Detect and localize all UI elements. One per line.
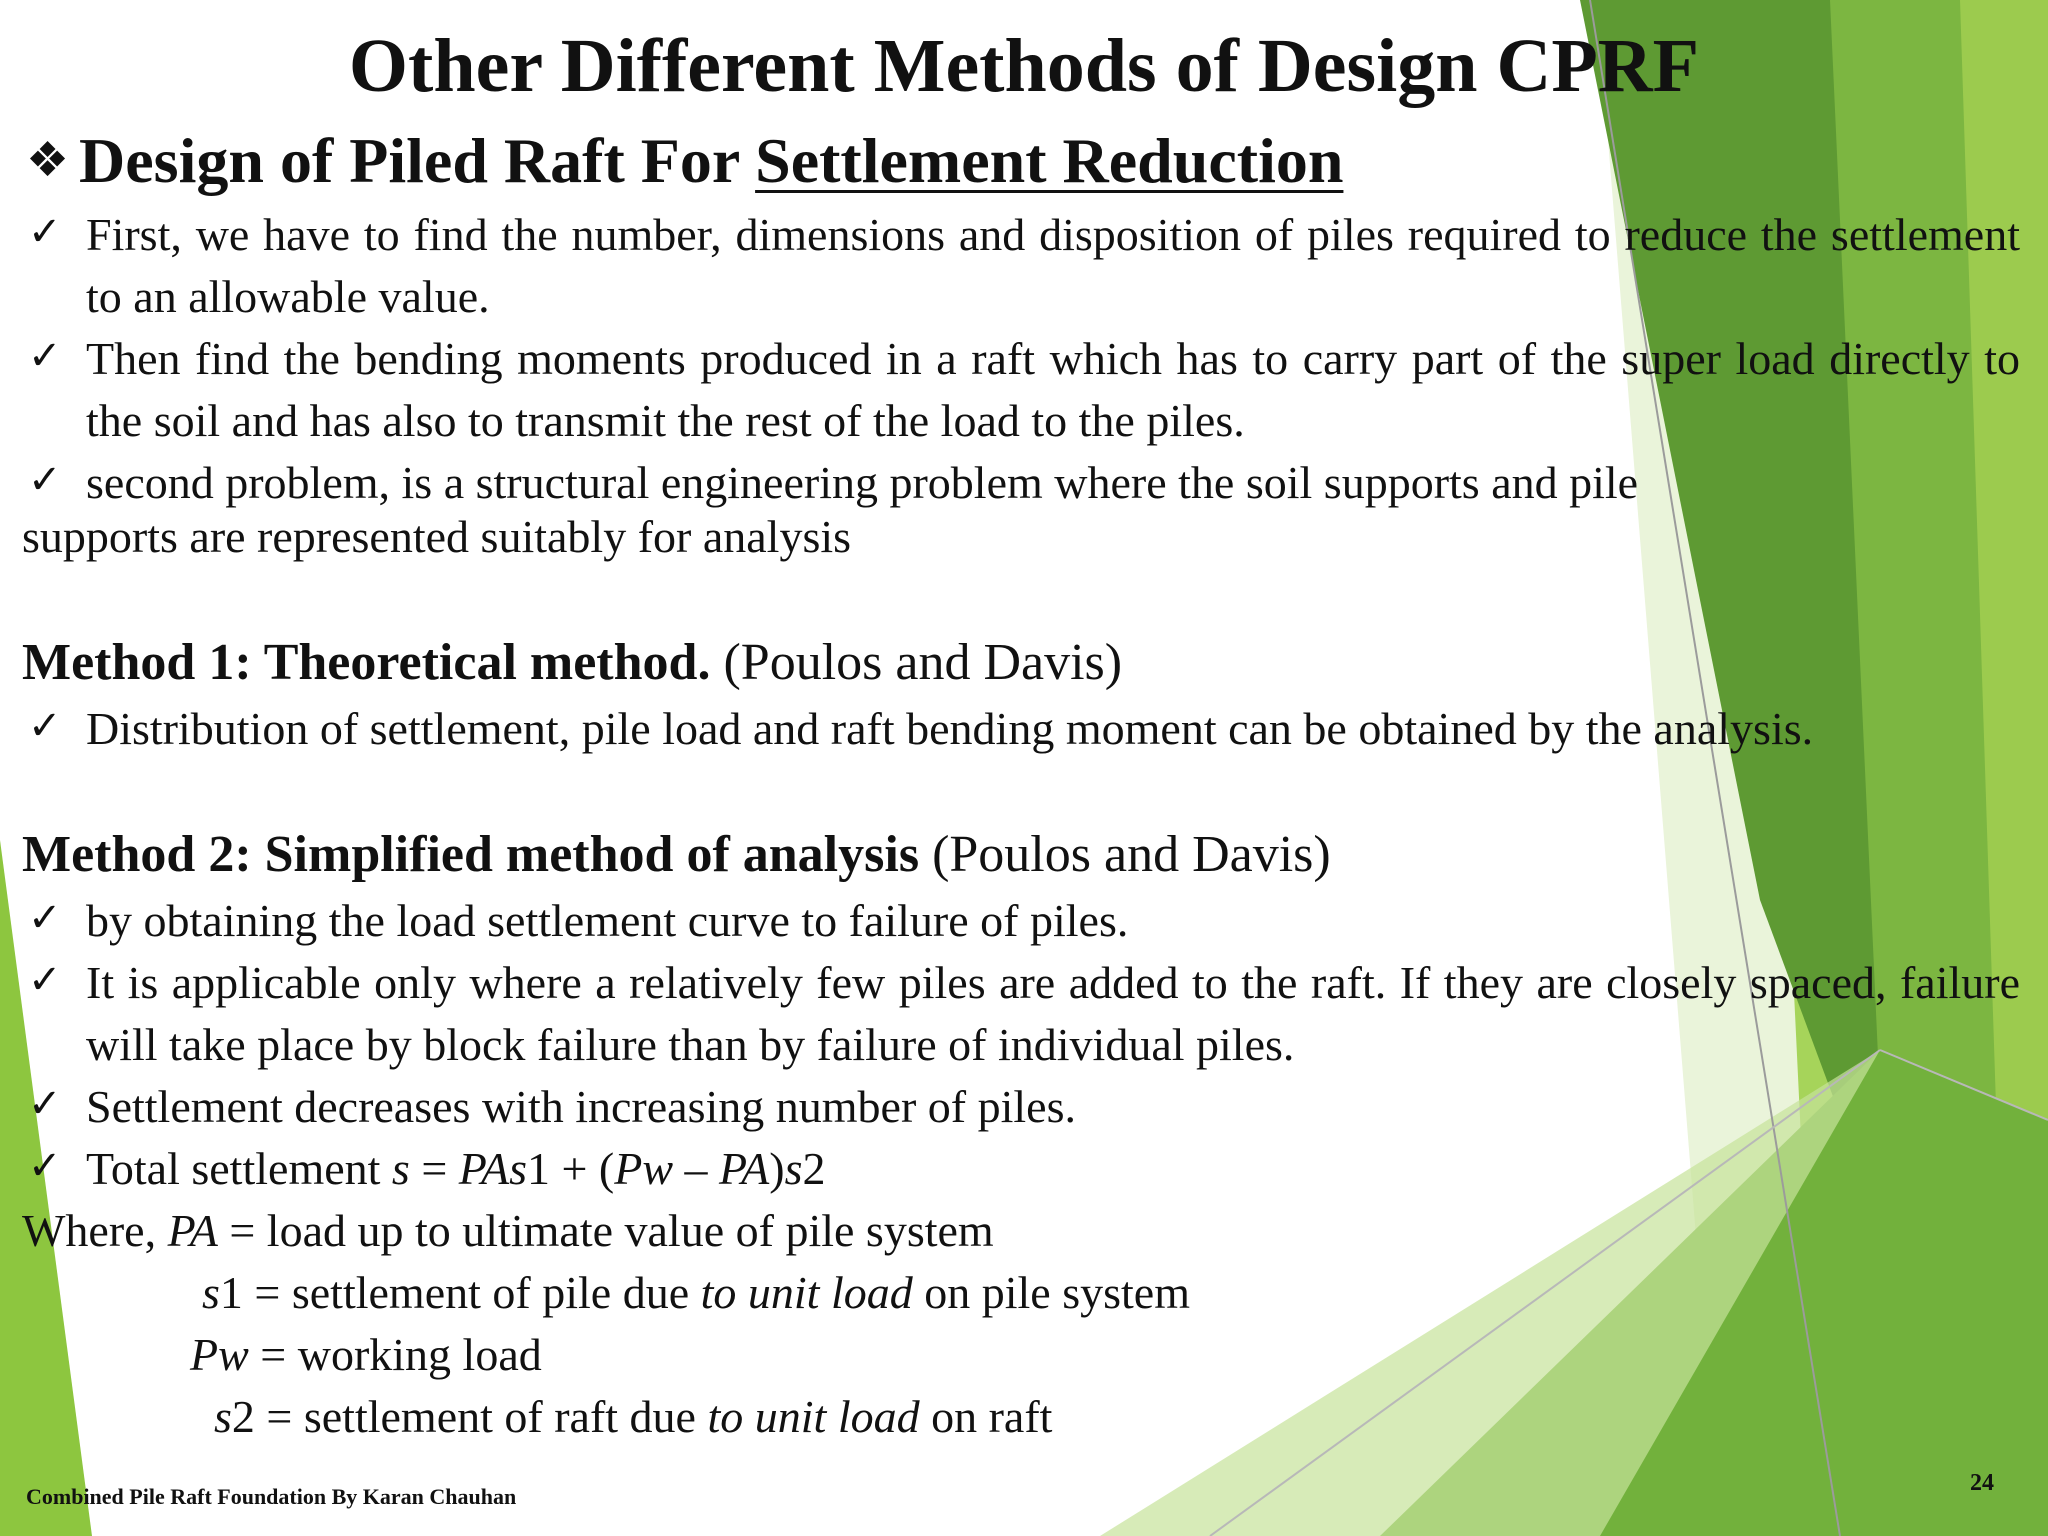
slide-footer: Combined Pile Raft Foundation By Karan Chauhan [26,1484,517,1509]
formula-close: ) [769,1143,785,1194]
method2-bullet-3-text: Settlement decreases with increasing number of piles. [86,1081,1076,1132]
definition-s2 [214,1386,1052,1448]
subheading-underlined: Settlement Reduction [755,125,1344,196]
page-number: 24 [1970,1470,1994,1496]
checkmark-icon: ✓ [28,703,62,749]
definition-s2-italic: to unit load [707,1391,920,1442]
diamond-cluster-icon: ❖ [26,132,70,188]
intro-bullet-1-text: First, we have to find the number, dimensions and disposition of piles required to reduce the settlement to an allowable value. [86,209,2020,322]
checkmark-icon: ✓ [28,895,62,941]
formula-s: s [391,1143,410,1194]
formula-bullet [22,1138,2020,1200]
method1-title: Method 1: Theoretical method. [22,634,711,691]
formula-eq: = [409,1143,459,1194]
definition-s2-text: 2 = settlement of raft due [231,1391,708,1442]
method1-bullet-1-text: Distribution of settlement, pile load and raft bending moment can be obtained by the analysis. [86,703,1814,754]
subheading [26,120,1343,201]
definition-pw-text: = working load [248,1329,542,1380]
subheading-prefix: Design of Piled Raft For [79,125,756,196]
intro-bullet-3-text: second problem, is a structural engineering problem where the soil supports and pile [86,457,1639,508]
definition-pw-symbol: Pw [190,1329,249,1380]
total-settlement-formula [86,1138,2020,1200]
definition-s1-end: on pile system [912,1267,1191,1318]
formula-minus: – [673,1143,720,1194]
method1-bullet-1 [22,698,2020,760]
intro-continuation: supports are represented suitably for analysis [22,511,852,562]
definition-pa-text: = load up to ultimate value of pile system [217,1205,994,1256]
formula-pa2: PA [719,1143,770,1194]
method2-bullet-3 [22,1076,2020,1138]
checkmark-icon: ✓ [28,1081,62,1127]
checkmark-icon: ✓ [28,209,62,255]
method2-bullet-1-text: by obtaining the load settlement curve to failure of piles. [86,895,1129,946]
definition-s2-symbol: s [214,1391,232,1442]
definition-s1-italic: to unit load [700,1267,913,1318]
method2-bullet-2-text: It is applicable only where a relatively few piles are added to the raft. If they are closely spaced, failure will take place by block failure than by failure of individual piles. [86,957,2020,1070]
formula-s2: s [784,1143,803,1194]
definition-where: Where, [22,1205,168,1256]
definition-s1-text: 1 = settlement of pile due [219,1267,701,1318]
method2-bullet-2 [22,952,2020,1076]
formula-pw: Pw [614,1143,674,1194]
method1-heading [22,630,1122,696]
definition-pa-symbol: PA [167,1205,218,1256]
checkmark-icon: ✓ [28,1143,62,1189]
method1-reference: (Poulos and Davis) [710,634,1123,691]
checkmark-icon: ✓ [28,957,62,1003]
intro-bullet-2 [22,328,2020,452]
method2-heading [22,822,1331,888]
checkmark-icon: ✓ [28,457,62,503]
method2-reference: (Poulos and Davis) [919,826,1331,883]
method2-title: Method 2: Simplified method of analysis [22,826,920,883]
definition-pa [22,1200,994,1262]
checkmark-icon: ✓ [28,333,62,379]
intro-bullet-2-text: Then find the bending moments produced in a raft which has to carry part of the super load directly to the soil and has also to transmit the rest of the load to the piles. [86,333,2020,446]
intro-bullet-3 [22,452,2020,514]
intro-bullet-1 [22,204,2020,328]
formula-s1: s [509,1143,527,1194]
formula-pa: PA [458,1143,510,1194]
method2-bullet-1 [22,890,2020,952]
formula-label: Total settlement [86,1143,392,1194]
definition-s1-symbol: s [202,1267,220,1318]
definition-s1 [202,1262,1190,1324]
definition-s2-end: on raft [919,1391,1053,1442]
slide-title: Other Different Methods of Design CPRF [348,24,1700,108]
definition-pw [190,1324,542,1386]
formula-n1: 1 + ( [526,1143,615,1194]
formula-n2: 2 [802,1143,826,1194]
